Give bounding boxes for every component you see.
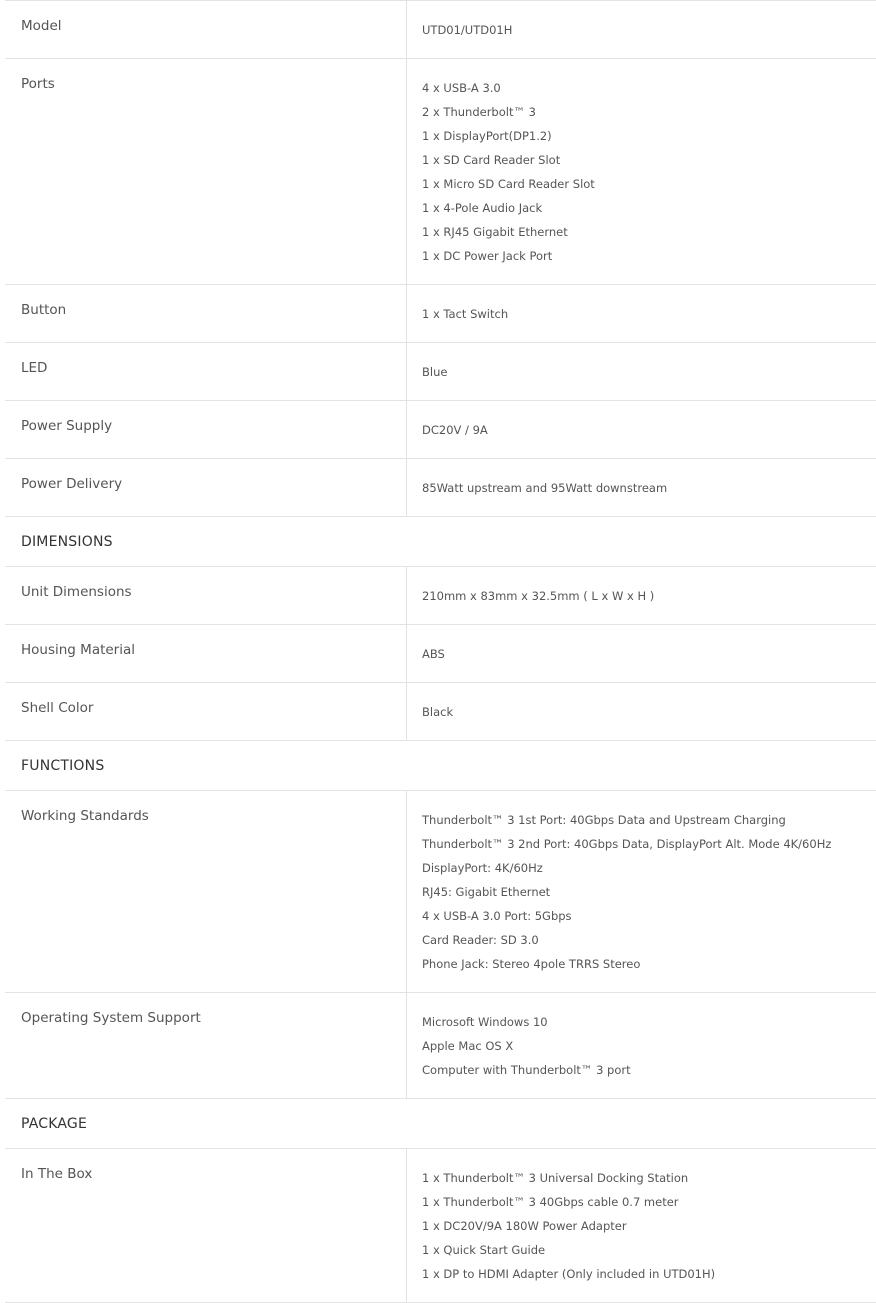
spec-value: Black [422,705,454,719]
spec-row-in-the-box [5,1149,876,1303]
spec-label: Unit Dimensions [5,567,407,624]
spec-value: 1 x DC20V/9A 180W Power Adapter [422,1219,627,1233]
spec-table [5,0,876,1303]
spec-label: Shell Color [5,683,407,740]
spec-label: Model [5,1,407,58]
spec-label: Power Supply [5,401,407,458]
spec-values [407,993,876,1098]
spec-value: 1 x Tact Switch [422,307,509,321]
spec-label: LED [5,343,407,400]
spec-value: Blue [422,365,448,379]
spec-values [407,401,876,458]
spec-value: 4 x USB-A 3.0 [422,81,501,95]
spec-value: 1 x Micro SD Card Reader Slot [422,177,595,191]
spec-row-power-supply [5,401,876,459]
spec-label: Housing Material [5,625,407,682]
spec-value: 2 x Thunderbolt™ 3 [422,105,536,119]
section-heading-package: PACKAGE [5,1099,876,1149]
spec-value: Thunderbolt™ 3 1st Port: 40Gbps Data and Upstream Charging [422,813,786,827]
spec-values [407,683,876,740]
spec-row-shell-color [5,683,876,741]
spec-value: 1 x DP to HDMI Adapter (Only included in UTD01H) [422,1267,716,1281]
spec-row-housing-material [5,625,876,683]
spec-value: 1 x 4-Pole Audio Jack [422,201,543,215]
spec-row-os-support [5,993,876,1099]
spec-value: 1 x DC Power Jack Port [422,249,553,263]
spec-label: In The Box [5,1149,407,1302]
spec-value: Phone Jack: Stereo 4pole TRRS Stereo [422,957,641,971]
spec-values [407,285,876,342]
spec-value: 1 x RJ45 Gigabit Ethernet [422,225,568,239]
spec-row-working-standards [5,791,876,993]
spec-row-led [5,343,876,401]
spec-value: DC20V / 9A [422,423,488,437]
spec-value: DisplayPort: 4K/60Hz [422,861,543,875]
spec-value: 4 x USB-A 3.0 Port: 5Gbps [422,909,572,923]
spec-row-power-delivery [5,459,876,517]
spec-value: Card Reader: SD 3.0 [422,933,539,947]
spec-value: 1 x Quick Start Guide [422,1243,546,1257]
spec-value: 210mm x 83mm x 32.5mm ( L x W x H ) [422,589,655,603]
spec-label: Working Standards [5,791,407,992]
spec-value: 1 x SD Card Reader Slot [422,153,561,167]
spec-label: Button [5,285,407,342]
spec-values [407,343,876,400]
spec-value: Thunderbolt™ 3 2nd Port: 40Gbps Data, DisplayPort Alt. Mode 4K/60Hz [422,837,832,851]
spec-value: Apple Mac OS X [422,1039,514,1053]
spec-row-ports [5,59,876,285]
spec-value: ABS [422,647,445,661]
spec-value: Microsoft Windows 10 [422,1015,548,1029]
spec-values [407,625,876,682]
spec-value: 1 x DisplayPort(DP1.2) [422,129,552,143]
spec-row-button [5,285,876,343]
spec-value: Computer with Thunderbolt™ 3 port [422,1063,631,1077]
spec-values [407,1,876,58]
spec-label: Ports [5,59,407,284]
spec-value: RJ45: Gigabit Ethernet [422,885,551,899]
spec-values [407,459,876,516]
spec-value: UTD01/UTD01H [422,23,513,37]
spec-label: Power Delivery [5,459,407,516]
spec-values [407,1149,876,1302]
section-heading-dimensions: DIMENSIONS [5,517,876,567]
spec-values [407,59,876,284]
spec-row-model [5,1,876,59]
spec-values [407,791,876,992]
spec-value: 1 x Thunderbolt™ 3 40Gbps cable 0.7 meter [422,1195,679,1209]
spec-value: 85Watt upstream and 95Watt downstream [422,481,668,495]
spec-value: 1 x Thunderbolt™ 3 Universal Docking Station [422,1171,689,1185]
section-heading-functions: FUNCTIONS [5,741,876,791]
spec-row-unit-dimensions [5,567,876,625]
spec-values [407,567,876,624]
spec-label: Operating System Support [5,993,407,1098]
